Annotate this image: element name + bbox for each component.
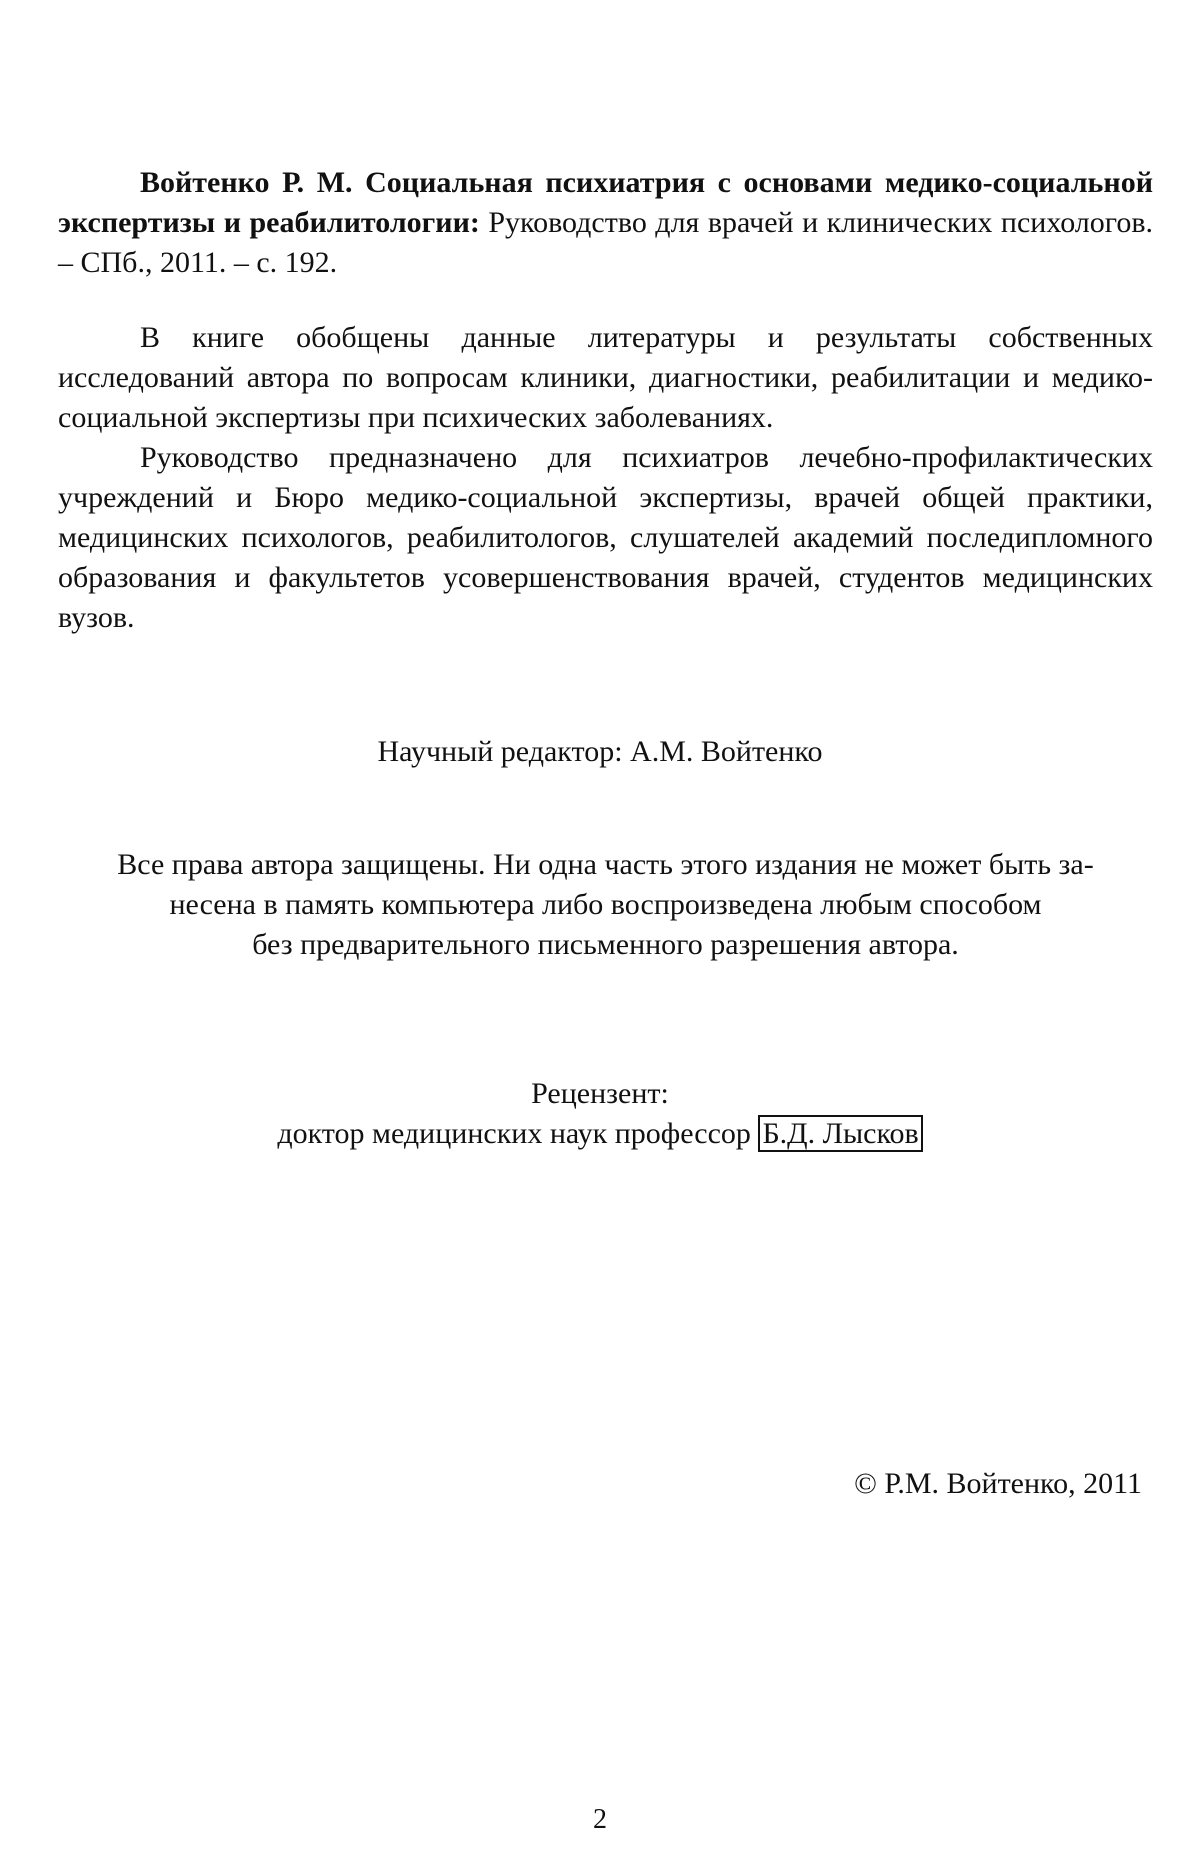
abstract [58, 318, 1153, 638]
abstract-paragraph-2: Руководство предназначено для психиатров лечебно-профилактических учреждений и Бюро медико-социальной экспертизы, врачей общей практики, медицинских психологов, реабилитологов, слушателей академий последипломного образования и факультетов усовершенствования врачей, студентов медицинских вузов. [58, 441, 1153, 634]
bibliography-title: Войтенко Р. М. Социальная психиатрия с основами медико-социальной экспертизы и реабилитологии: [58, 166, 1153, 239]
copyright-notice [58, 845, 1153, 965]
abstract-paragraph-1: В книге обобщены данные литературы и результаты собственных исследований автора по вопросам клиники, диагностики, реабилитации и медико-социальной экспертизы при психических заболеваниях. [58, 321, 1153, 434]
page-number: 2 [593, 1804, 607, 1835]
reviewer-name: Б.Д. Лысков [758, 1115, 922, 1152]
copyright-line: © Р.М. Войтенко, 2011 [854, 1467, 1142, 1500]
rights-line-1: Все права автора защищены. Ни одна часть этого издания не может быть за- [117, 848, 1094, 881]
rights-line-2: несена в память компьютера либо воспроизведена любым способом [169, 888, 1042, 921]
reviewer-degree: доктор медицинских наук профессор [277, 1117, 759, 1150]
bibliography-details: Руководство для врачей и клинических психологов. – СПб., 2011. – с. 192. [58, 206, 1153, 279]
reviewer-heading: Рецензент: [531, 1077, 669, 1110]
scientific-editor: Научный редактор: А.М. Войтенко [377, 735, 823, 768]
reviewer-info [0, 1114, 1200, 1154]
bibliographic-entry [58, 163, 1153, 283]
rights-line-3: без предварительного письменного разрешения автора. [252, 928, 959, 961]
